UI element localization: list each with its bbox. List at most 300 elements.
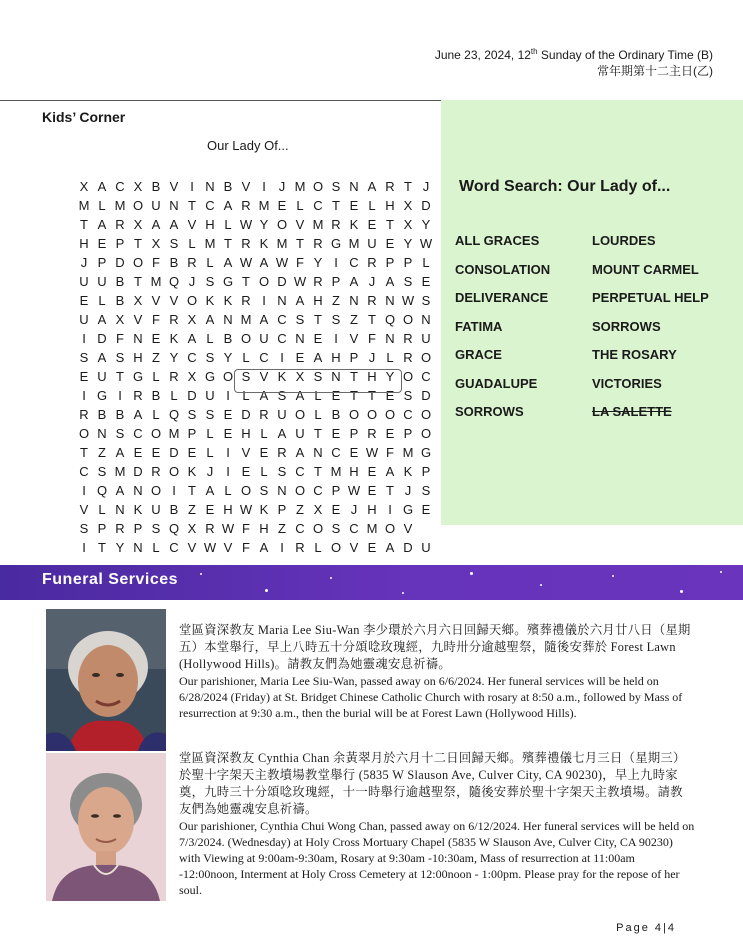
word-list-right-column — [592, 233, 709, 433]
grid-row — [75, 196, 435, 215]
grid-letter: L — [152, 369, 160, 384]
grid-letter: I — [172, 483, 176, 498]
grid-letter: Z — [350, 312, 358, 327]
grid-letter: E — [133, 445, 143, 460]
grid-letter: L — [260, 464, 268, 479]
grid-letter: K — [259, 236, 269, 251]
grid-letter: G — [132, 369, 144, 384]
grid-letter: O — [384, 407, 396, 422]
grid-letter: L — [98, 502, 106, 517]
grid-row — [75, 177, 435, 196]
grid-letter: I — [262, 179, 266, 194]
grid-letter: R — [367, 255, 377, 270]
funeral-services-title: Funeral Services — [42, 571, 179, 588]
grid-letter: S — [331, 521, 341, 536]
grid-letter: T — [404, 179, 412, 194]
grid-letter: S — [187, 407, 197, 422]
grid-letter: V — [349, 331, 359, 346]
grid-letter: R — [259, 407, 269, 422]
star-icon — [720, 571, 722, 573]
grid-letter: B — [97, 407, 107, 422]
grid-letter: R — [133, 388, 143, 403]
grid-letter: P — [97, 255, 107, 270]
grid-letter: T — [134, 236, 142, 251]
grid-letter: V — [259, 369, 269, 384]
word-list-item: PERPETUAL HELP — [592, 290, 709, 305]
grid-letter: R — [241, 236, 251, 251]
grid-letter: O — [132, 255, 144, 270]
grid-letter: S — [97, 464, 107, 479]
grid-letter: C — [313, 483, 323, 498]
grid-letter: F — [368, 331, 376, 346]
grid-letter: B — [151, 388, 161, 403]
grid-row — [75, 234, 435, 253]
grid-letter: I — [118, 388, 122, 403]
grid-row — [75, 215, 435, 234]
grid-letter: E — [367, 483, 377, 498]
word-list-item: GUADALUPE — [455, 375, 538, 391]
grid-letter: S — [205, 407, 215, 422]
grid-letter: Q — [384, 312, 396, 327]
grid-letter: S — [79, 521, 89, 536]
grid-letter: C — [259, 350, 269, 365]
grid-letter: X — [133, 217, 143, 232]
grid-letter: H — [331, 350, 341, 365]
grid-letter: D — [169, 445, 179, 460]
grid-letter: N — [295, 331, 305, 346]
grid-letter: E — [79, 369, 89, 384]
grid-letter: T — [80, 445, 88, 460]
grid-letter: J — [368, 274, 376, 289]
grid-letter: C — [349, 255, 359, 270]
grid-letter: S — [205, 350, 215, 365]
grid-letter: L — [314, 407, 322, 422]
grid-letter: S — [169, 236, 179, 251]
grid-letter: O — [150, 483, 162, 498]
grid-row — [75, 481, 435, 500]
star-icon — [265, 589, 268, 592]
grid-letter: M — [114, 464, 126, 479]
grid-letter: Y — [169, 350, 179, 365]
grid-letter: P — [331, 483, 341, 498]
grid-letter: R — [313, 274, 323, 289]
grid-letter: C — [277, 312, 287, 327]
grid-letter: N — [349, 293, 359, 308]
grid-letter: F — [152, 255, 160, 270]
grid-letter: P — [385, 255, 395, 270]
grid-letter: A — [97, 312, 107, 327]
grid-letter: M — [150, 274, 162, 289]
grid-letter: W — [293, 274, 307, 289]
grid-letter: U — [205, 388, 215, 403]
star-icon — [612, 575, 614, 577]
grid-letter: E — [367, 464, 377, 479]
grid-letter: X — [403, 217, 413, 232]
grid-letter: W — [365, 445, 379, 460]
grid-row — [75, 348, 435, 367]
grid-letter: S — [295, 312, 305, 327]
grid-letter: S — [259, 483, 269, 498]
grid-letter: L — [386, 350, 394, 365]
grid-letter: O — [240, 483, 252, 498]
grid-letter: T — [314, 312, 322, 327]
grid-letter: C — [277, 331, 287, 346]
grid-letter: D — [187, 388, 197, 403]
grid-letter: E — [331, 502, 341, 517]
grid-letter: I — [226, 445, 230, 460]
grid-letter: E — [331, 426, 341, 441]
grid-letter: E — [349, 445, 359, 460]
grid-letter: V — [169, 293, 179, 308]
grid-letter: L — [260, 426, 268, 441]
grid-letter: E — [385, 426, 395, 441]
grid-letter: M — [294, 179, 306, 194]
grid-letter: W — [239, 255, 253, 270]
grid-letter: H — [259, 521, 269, 536]
grid-letter: R — [241, 293, 251, 308]
grid-letter: L — [296, 198, 304, 213]
grid-letter: C — [295, 464, 305, 479]
grid-letter: Y — [223, 350, 233, 365]
grid-letter: U — [421, 331, 431, 346]
grid-letter: D — [421, 198, 431, 213]
puzzle-subtitle: Our Lady Of... — [207, 138, 289, 153]
grid-letter: B — [115, 293, 125, 308]
grid-letter: A — [259, 255, 269, 270]
grid-letter: A — [223, 255, 233, 270]
grid-letter: K — [259, 502, 269, 517]
grid-letter: A — [133, 407, 143, 422]
grid-letter: W — [347, 483, 361, 498]
star-icon — [330, 577, 332, 579]
word-list-item: SORROWS — [592, 318, 661, 334]
grid-letter: F — [116, 331, 124, 346]
grid-letter: E — [367, 540, 377, 555]
grid-letter: E — [151, 445, 161, 460]
grid-letter: C — [295, 521, 305, 536]
grid-letter: B — [115, 274, 125, 289]
grid-letter: P — [187, 426, 197, 441]
grid-letter: N — [133, 483, 143, 498]
grid-letter: D — [277, 274, 287, 289]
grid-letter: O — [384, 521, 396, 536]
grid-letter: O — [312, 521, 324, 536]
grid-letter: S — [79, 350, 89, 365]
grid-letter: R — [169, 312, 179, 327]
funeral-entry-cynthia-chan — [179, 750, 695, 898]
grid-letter: K — [223, 293, 233, 308]
grid-letter: N — [421, 312, 431, 327]
grid-letter: C — [331, 445, 341, 460]
grid-letter: L — [152, 540, 160, 555]
grid-letter: O — [420, 407, 432, 422]
grid-letter: E — [277, 198, 287, 213]
star-icon — [470, 572, 473, 575]
grid-letter: U — [277, 407, 287, 422]
grid-letter: P — [97, 521, 107, 536]
grid-letter: C — [403, 407, 413, 422]
grid-letter: E — [331, 388, 341, 403]
word-list-item: MOUNT CARMEL — [592, 261, 699, 277]
grid-letter: O — [150, 426, 162, 441]
grid-letter: K — [403, 464, 413, 479]
grid-letter: A — [295, 445, 305, 460]
grid-letter: B — [115, 407, 125, 422]
grid-letter: X — [187, 369, 197, 384]
grid-letter: I — [388, 502, 392, 517]
word-search-grid — [75, 177, 435, 557]
word-list-item: DELIVERANCE — [455, 290, 549, 305]
grid-letter: N — [385, 331, 395, 346]
grid-letter: S — [277, 464, 287, 479]
grid-letter: Q — [168, 407, 180, 422]
grid-letter: T — [368, 388, 376, 403]
grid-row — [75, 291, 435, 310]
grid-letter: D — [97, 331, 107, 346]
grid-letter: N — [205, 179, 215, 194]
grid-letter: E — [151, 331, 161, 346]
grid-letter: X — [133, 293, 143, 308]
grid-letter: A — [151, 217, 161, 232]
grid-letter: N — [97, 426, 107, 441]
grid-letter: T — [224, 236, 232, 251]
grid-letter: C — [169, 540, 179, 555]
grid-letter: T — [332, 198, 340, 213]
grid-letter: M — [402, 445, 414, 460]
grid-letter: G — [330, 236, 342, 251]
grid-letter: R — [331, 217, 341, 232]
grid-letter: F — [152, 312, 160, 327]
grid-letter: V — [403, 521, 413, 536]
grid-letter: E — [295, 350, 305, 365]
grid-letter: R — [403, 331, 413, 346]
grid-letter: T — [188, 198, 196, 213]
grid-letter: M — [78, 198, 90, 213]
grid-letter: R — [367, 426, 377, 441]
grid-letter: J — [404, 483, 412, 498]
grid-letter: N — [277, 293, 287, 308]
grid-letter: N — [277, 483, 287, 498]
word-list-item: SORROWS — [455, 404, 524, 419]
grid-letter: A — [295, 293, 305, 308]
grid-letter: A — [223, 198, 233, 213]
grid-letter: W — [275, 255, 289, 270]
grid-letter: V — [241, 179, 251, 194]
grid-letter: N — [313, 445, 323, 460]
grid-letter: S — [205, 274, 215, 289]
grid-letter: E — [223, 426, 233, 441]
word-list-title: Word Search: Our Lady of... — [459, 178, 671, 195]
grid-letter: L — [206, 255, 214, 270]
grid-letter: H — [349, 464, 359, 479]
grid-letter: L — [368, 198, 376, 213]
grid-letter: P — [331, 274, 341, 289]
grid-letter: A — [97, 179, 107, 194]
grid-letter: W — [221, 521, 235, 536]
grid-letter: A — [259, 312, 269, 327]
grid-letter: O — [402, 369, 414, 384]
grid-letter: I — [262, 293, 266, 308]
grid-letter: E — [223, 407, 233, 422]
grid-letter: A — [349, 274, 359, 289]
grid-letter: P — [421, 464, 431, 479]
grid-letter: F — [296, 255, 304, 270]
grid-letter: O — [330, 540, 342, 555]
grid-letter: O — [186, 293, 198, 308]
grid-row — [75, 405, 435, 424]
grid-letter: X — [151, 236, 161, 251]
grid-row — [75, 424, 435, 443]
grid-letter: Z — [188, 502, 196, 517]
grid-letter: Z — [296, 502, 304, 517]
grid-letter: D — [241, 407, 251, 422]
grid-letter: E — [385, 388, 395, 403]
grid-letter: M — [312, 217, 324, 232]
grid-letter: S — [403, 388, 413, 403]
grid-letter: O — [312, 179, 324, 194]
grid-letter: Z — [332, 293, 340, 308]
funeral-services-banner — [0, 565, 743, 600]
grid-letter: T — [350, 388, 358, 403]
grid-letter: R — [403, 350, 413, 365]
grid-letter: T — [80, 217, 88, 232]
grid-letter: S — [115, 426, 125, 441]
grid-letter: A — [187, 331, 197, 346]
grid-letter: B — [169, 502, 179, 517]
grid-letter: D — [133, 464, 143, 479]
grid-letter: V — [151, 293, 161, 308]
grid-letter: G — [402, 502, 414, 517]
star-icon — [540, 584, 542, 586]
grid-letter: O — [258, 274, 270, 289]
portrait-maria-lee — [46, 609, 166, 751]
grid-letter: T — [386, 483, 394, 498]
grid-letter: A — [205, 312, 215, 327]
grid-letter: A — [277, 426, 287, 441]
grid-letter: T — [314, 464, 322, 479]
grid-letter: H — [367, 502, 377, 517]
entry-chinese-text: 堂區資深教友 Cynthia Chan 余黃翠月於六月十二日回歸天鄉。殯葬禮儀七月三日（星期三）於聖十字架天主教墳場教堂舉行 (5835 W Slauson Ave, Culver City, CA 90230)，早上九時家奠，九時三十分頌唸玫瑰經，十一時舉行逾越聖祭，隨後安葬於聖十字架天主教墳場。請教友們為她靈魂安息祈禱。 — [179, 751, 686, 816]
grid-letter: L — [188, 236, 196, 251]
kids-corner-title: Kids’ Corner — [42, 109, 126, 125]
grid-letter: S — [331, 179, 341, 194]
grid-letter: L — [98, 293, 106, 308]
grid-letter: A — [385, 540, 395, 555]
grid-row — [75, 443, 435, 462]
grid-row — [75, 310, 435, 329]
grid-letter: I — [82, 388, 86, 403]
grid-letter: G — [96, 388, 108, 403]
grid-letter: H — [385, 198, 395, 213]
grid-letter: H — [367, 369, 377, 384]
grid-letter: S — [241, 369, 251, 384]
grid-letter: M — [366, 521, 378, 536]
grid-letter: E — [97, 236, 107, 251]
grid-letter: E — [385, 236, 395, 251]
grid-letter: E — [367, 217, 377, 232]
grid-letter: X — [187, 521, 197, 536]
grid-letter: T — [134, 274, 142, 289]
grid-letter: R — [241, 198, 251, 213]
grid-letter: U — [79, 312, 89, 327]
grid-letter: R — [115, 217, 125, 232]
grid-letter: J — [278, 179, 286, 194]
grid-letter: C — [349, 521, 359, 536]
grid-letter: T — [386, 217, 394, 232]
grid-letter: N — [133, 540, 143, 555]
grid-letter: O — [240, 331, 252, 346]
grid-letter: L — [152, 407, 160, 422]
grid-letter: M — [114, 198, 126, 213]
grid-letter: S — [277, 388, 287, 403]
portrait-cynthia-chan — [46, 753, 166, 901]
grid-row — [75, 386, 435, 405]
grid-letter: V — [295, 217, 305, 232]
grid-letter: M — [276, 236, 288, 251]
grid-letter: J — [188, 274, 196, 289]
grid-letter: O — [78, 426, 90, 441]
grid-letter: O — [276, 217, 288, 232]
grid-letter: G — [420, 445, 432, 460]
grid-letter: A — [313, 350, 323, 365]
grid-letter: X — [403, 198, 413, 213]
grid-letter: W — [401, 293, 415, 308]
grid-letter: I — [82, 331, 86, 346]
grid-letter: U — [421, 540, 431, 555]
word-list-item: LOURDES — [592, 233, 656, 248]
grid-letter: T — [188, 483, 196, 498]
grid-letter: H — [133, 350, 143, 365]
grid-letter: R — [205, 521, 215, 536]
word-list-item: ALL GRACES — [455, 233, 540, 248]
grid-letter: F — [242, 521, 250, 536]
word-list-panel — [441, 100, 743, 525]
grid-letter: C — [133, 426, 143, 441]
grid-letter: B — [223, 331, 233, 346]
page-number: Page 4|4 — [616, 922, 676, 934]
grid-letter: O — [420, 426, 432, 441]
grid-letter: D — [403, 540, 413, 555]
word-list-item: GRACE — [455, 347, 502, 362]
grid-letter: P — [133, 521, 143, 536]
grid-letter: I — [334, 255, 338, 270]
grid-letter: B — [331, 407, 341, 422]
grid-letter: A — [115, 445, 125, 460]
grid-letter: N — [349, 179, 359, 194]
grid-letter: L — [224, 483, 232, 498]
grid-letter: K — [187, 464, 197, 479]
grid-letter: W — [203, 540, 217, 555]
star-icon — [402, 592, 404, 594]
header-date-line: June 23, 2024, 12th Sunday of the Ordinary Time (B) — [434, 47, 713, 62]
grid-letter: A — [295, 388, 305, 403]
grid-letter: K — [205, 293, 215, 308]
grid-letter: I — [226, 464, 230, 479]
grid-letter: E — [421, 502, 431, 517]
grid-letter: L — [242, 350, 250, 365]
grid-letter: M — [168, 426, 180, 441]
grid-letter: U — [97, 274, 107, 289]
grid-letter: B — [151, 179, 161, 194]
grid-letter: H — [205, 217, 215, 232]
grid-letter: P — [403, 426, 413, 441]
grid-letter: L — [206, 445, 214, 460]
grid-letter: E — [79, 293, 89, 308]
grid-letter: M — [240, 312, 252, 327]
grid-letter: J — [368, 350, 376, 365]
grid-letter: P — [115, 236, 125, 251]
grid-letter: H — [241, 426, 251, 441]
